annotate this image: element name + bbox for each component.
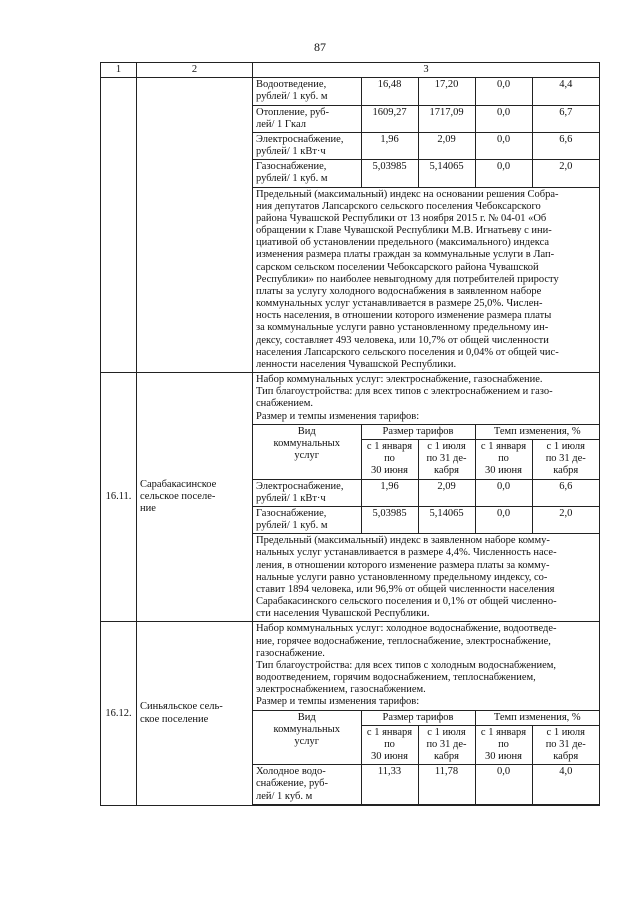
settlement-name-line: ское поселение (140, 713, 209, 725)
service-name (253, 132, 361, 159)
column-number-1: 1 (101, 63, 137, 78)
tariff-row (253, 479, 599, 506)
continuation-row (101, 78, 600, 373)
service-name-line: Газоснабжение, (256, 507, 327, 519)
service-name (253, 160, 361, 187)
service-name-line: Электроснабжение, (256, 480, 344, 492)
tariff-value: 1717,09 (418, 105, 475, 132)
note-line: сти населения Чувашской Республики. (256, 608, 430, 620)
header-line: по (384, 453, 395, 465)
note-line: ния депутатов Лапсарского сельского поселения Чебоксарского (256, 200, 541, 212)
note-line: нальные услуги равно установленному предельному индексу, со- (256, 571, 548, 583)
service-name-line: рублей/ 1 кВт·ч (256, 146, 326, 158)
tariff-value: 2,09 (418, 479, 475, 506)
tariff-header-row (253, 710, 599, 725)
header-line: с 1 января (480, 726, 527, 738)
tariff-header-row (253, 424, 599, 439)
tariff-value: 5,14065 (418, 160, 475, 187)
header-line: 30 июня (484, 465, 523, 477)
tariff-value: 4,4 (532, 78, 599, 105)
tariff-row (253, 105, 599, 132)
note-line: дексу, составляет 493 человека, или 10,7% от общей численности (256, 334, 549, 346)
header-line: Вид (297, 711, 316, 723)
header-line: кабря (433, 751, 460, 763)
service-name-line: лей/ 1 куб. м (256, 790, 313, 802)
tariff-value: 2,09 (418, 132, 475, 159)
tariff-row (253, 765, 599, 805)
intro-line: Набор коммунальных услуг: холодное водоснабжение, водоотведе- (256, 623, 557, 635)
service-name-line: рублей/ 1 куб. м (256, 91, 328, 103)
intro-line: Тип благоустройства: для всех типов с холодным водоснабжением, (256, 659, 557, 671)
service-name-line: снабжение, руб- (256, 778, 329, 790)
header-line: с 1 июля (427, 726, 466, 738)
tariff-value: 5,14065 (418, 506, 475, 533)
note-line: Республики» по наиболее невыгодному для потребителей приросту (256, 273, 559, 285)
note-line: коммунальных услуг устанавливается в размере 25,0%. Числен- (256, 298, 543, 310)
header-line: с 1 июля (427, 440, 466, 452)
note-line: сарском сельском поселении Чебоксарского района Чувашской (256, 261, 539, 273)
entry-number: 16.12. (101, 622, 137, 805)
tariff-value: 2,0 (532, 160, 599, 187)
note-line: Предельный (максимальный) индекс в заявленном наборе комму- (256, 535, 550, 547)
header-line: по 31 де- (426, 453, 467, 465)
entry-intro (253, 373, 599, 424)
header-period (532, 439, 599, 479)
header-period (418, 439, 475, 479)
header-period (418, 725, 475, 765)
note-line: платы за услугу холодного водоснабжения в заявленном наборе (256, 285, 542, 297)
tariff-value: 4,0 (532, 765, 599, 805)
continuation-tariff-table (253, 78, 599, 187)
tariff-value: 0,0 (475, 479, 532, 506)
header-line: по 31 де- (545, 453, 586, 465)
tariff-value: 0,0 (475, 506, 532, 533)
tariff-value: 11,78 (418, 765, 475, 805)
tariff-value: 1,96 (361, 479, 418, 506)
note-line: изменения размера платы граждан за коммунальные услуги в Лап- (256, 249, 555, 261)
entry-intro (253, 622, 599, 709)
header-line: Вид (297, 425, 316, 437)
header-period (475, 439, 532, 479)
header-line: с 1 января (480, 440, 527, 452)
header-line: по (498, 453, 509, 465)
header-line: кабря (433, 465, 460, 477)
note-line: района Чувашской Республики от 13 ноября 2015 г. № 04-01 «Об (256, 212, 547, 224)
settlement-name-line: Сарабакасинское (140, 479, 217, 490)
header-line: с 1 января (366, 726, 413, 738)
entry-row-16-11 (101, 373, 600, 622)
tariff-value: 16,48 (361, 78, 418, 105)
note-line: Сарабакасинского сельского поселения и 0,1% от общей численно- (256, 596, 557, 608)
intro-line: водоотведением, горячим водоснабжением, теплоснабжением, (256, 672, 536, 684)
header-period (475, 725, 532, 765)
service-name-line: рублей/ 1 кВт·ч (256, 492, 326, 504)
intro-line: Размер и темпы изменения тарифов: (256, 696, 420, 708)
header-line: кабря (553, 465, 579, 477)
service-name-line: рублей/ 1 куб. м (256, 173, 328, 185)
service-name (253, 765, 361, 805)
settlement-name-line: ние (140, 503, 156, 515)
service-name-line: Электроснабжение, (256, 133, 344, 145)
tariff-value: 1609,27 (361, 105, 418, 132)
note-line: ставит 1894 человека, или 96,9% от общей численности населения (256, 583, 555, 595)
header-tariff-size: Размер тарифов (361, 424, 475, 439)
service-name-line: Газоснабжение, (256, 161, 327, 173)
continuation-note (253, 188, 599, 373)
entry-tariff-table (253, 710, 599, 805)
intro-line: снабжением. (256, 398, 313, 410)
header-period (532, 725, 599, 765)
tariff-row (253, 78, 599, 105)
header-line: по (498, 738, 509, 750)
tariff-value: 2,0 (532, 506, 599, 533)
tariff-value: 6,7 (532, 105, 599, 132)
header-service-type (253, 424, 361, 479)
intro-line: ние, горячее водоснабжение, теплоснабжение, электроснабжение, (256, 635, 551, 647)
entry-number: 16.11. (101, 373, 137, 622)
intro-line: газоснабжение. (256, 647, 325, 659)
tariff-value: 17,20 (418, 78, 475, 105)
note-line: ность населения, в отношении которого изменение размера платы (256, 310, 552, 322)
header-line: с 1 июля (546, 726, 585, 738)
entry-note (253, 534, 599, 621)
service-name-line: Отопление, руб- (256, 106, 330, 118)
service-name-line: рублей/ 1 куб. м (256, 520, 328, 532)
note-line: циативой об установлении предельного (максимального) индекса (256, 237, 550, 249)
header-line: с 1 января (366, 440, 413, 452)
entry-row-16-12 (101, 622, 600, 805)
note-line: за коммунальные услуги равно установленному предельному ин- (256, 322, 549, 334)
service-name-line: Водоотведение, (256, 79, 327, 91)
header-line: по 31 де- (545, 738, 586, 750)
header-line: по 31 де- (426, 738, 467, 750)
header-change-rate: Темп изменения, % (475, 424, 599, 439)
tariff-value: 0,0 (475, 105, 532, 132)
header-line: по (384, 738, 395, 750)
service-name (253, 479, 361, 506)
entry-tariff-table (253, 424, 599, 534)
intro-line: электроснабжением, газоснабжением. (256, 684, 426, 696)
header-line: с 1 июля (546, 440, 585, 452)
header-line: 30 июня (370, 751, 409, 763)
service-name-line: лей/ 1 Гкал (256, 118, 306, 130)
header-change-rate: Темп изменения, % (475, 710, 599, 725)
tariff-table (100, 62, 600, 806)
note-line: нальных услуг устанавливается в размере 4,4%. Численность насе- (256, 547, 557, 559)
header-line: услуг (294, 450, 320, 462)
tariff-value: 5,03985 (361, 160, 418, 187)
tariff-value: 0,0 (475, 78, 532, 105)
service-name (253, 78, 361, 105)
tariff-value: 11,33 (361, 765, 418, 805)
tariff-value: 0,0 (475, 132, 532, 159)
column-number-row (101, 63, 600, 78)
header-line: услуг (294, 735, 320, 747)
header-period (361, 439, 418, 479)
intro-line: Размер и темпы изменения тарифов: (256, 410, 420, 422)
header-line: кабря (553, 751, 579, 763)
header-line: 30 июня (484, 751, 523, 763)
note-line: Предельный (максимальный) индекс на основании решения Собра- (256, 188, 559, 200)
note-line: населения Лапсарского сельского поселения и 0,04% от общей чис- (256, 346, 559, 358)
header-line: коммунальных (273, 437, 340, 449)
note-line: ленности населения Чувашской Республики. (256, 358, 457, 370)
settlement-name-line: Синьяльское сель- (140, 701, 223, 713)
settlement-name-line: сельское поселе- (140, 491, 216, 503)
page-number: 87 (314, 40, 326, 54)
column-number-3: 3 (253, 63, 600, 78)
service-name (253, 506, 361, 533)
note-line: ления, в отношении которого изменение размера платы за комму- (256, 559, 550, 571)
tariff-value: 0,0 (475, 765, 532, 805)
note-line: обращении к Главе Чувашской Республики М.В. Игнатьеву с ини- (256, 225, 552, 237)
service-name (253, 105, 361, 132)
header-service-type (253, 710, 361, 765)
service-name-line: Холодное водо- (256, 766, 326, 778)
tariff-value: 0,0 (475, 160, 532, 187)
intro-line: Тип благоустройства: для всех типов с электроснабжением и газо- (256, 386, 553, 398)
tariff-row (253, 506, 599, 533)
tariff-value: 6,6 (532, 132, 599, 159)
tariff-value: 6,6 (532, 479, 599, 506)
header-line: 30 июня (370, 465, 409, 477)
entry-settlement-name (137, 373, 253, 622)
tariff-row (253, 160, 599, 187)
intro-line: Набор коммунальных услуг: электроснабжение, газоснабжение. (256, 374, 543, 386)
header-period (361, 725, 418, 765)
tariff-value: 1,96 (361, 132, 418, 159)
column-number-2: 2 (137, 63, 253, 78)
header-tariff-size: Размер тарифов (361, 710, 475, 725)
entry-settlement-name (137, 622, 253, 805)
tariff-row (253, 132, 599, 159)
header-line: коммунальных (273, 723, 340, 735)
tariff-value: 5,03985 (361, 506, 418, 533)
